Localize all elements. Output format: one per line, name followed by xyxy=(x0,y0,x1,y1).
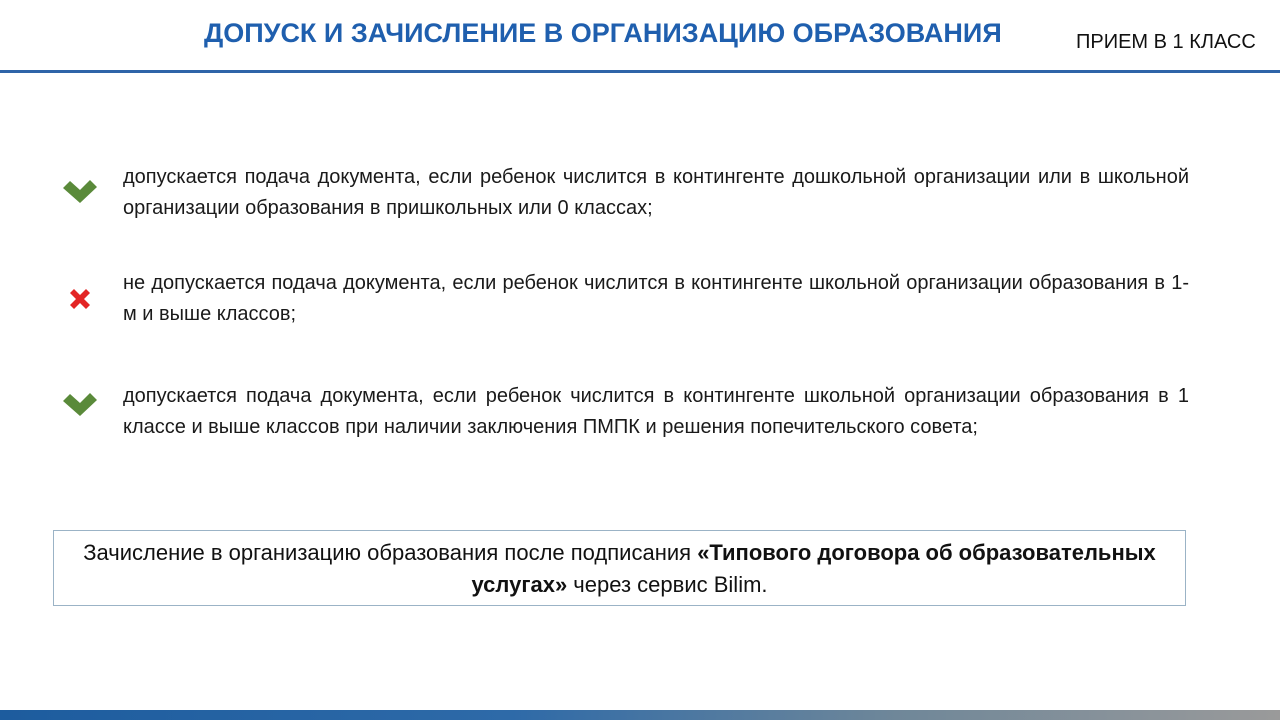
footer-bar xyxy=(0,710,1280,720)
cross-icon xyxy=(60,284,100,314)
note-prefix: Зачисление в организацию образования после подписания xyxy=(83,540,698,565)
list-item-text: не допускается подача документа, если ребенок числится в контингенте школьной организации образования в 1-м и выше классов; xyxy=(123,272,1189,325)
page-subtitle: ПРИЕМ В 1 КЛАСС xyxy=(1076,31,1256,53)
page-title: ДОПУСК И ЗАЧИСЛЕНИЕ В ОРГАНИЗАЦИЮ ОБРАЗОВАНИЯ xyxy=(204,18,1002,48)
list-item-text: допускается подача документа, если ребенок числится в контингенте школьной организации образования в 1 классе и выше классов при наличии заключения ПМПК и решения попечительского совета; xyxy=(123,385,1189,438)
note-suffix: через сервис Bilim. xyxy=(567,572,768,597)
header-divider xyxy=(0,70,1280,73)
enrollment-note xyxy=(54,537,1185,601)
enrollment-note-box xyxy=(53,530,1186,606)
check-icon xyxy=(60,175,100,205)
note-contract-name: «Типового договора об образовательных услугах» xyxy=(471,540,1156,597)
list-item-text: допускается подача документа, если ребенок числится в контингенте дошкольной организации или в школьной организации образования в пришкольных или 0 классах; xyxy=(123,166,1189,219)
check-icon xyxy=(60,388,100,418)
